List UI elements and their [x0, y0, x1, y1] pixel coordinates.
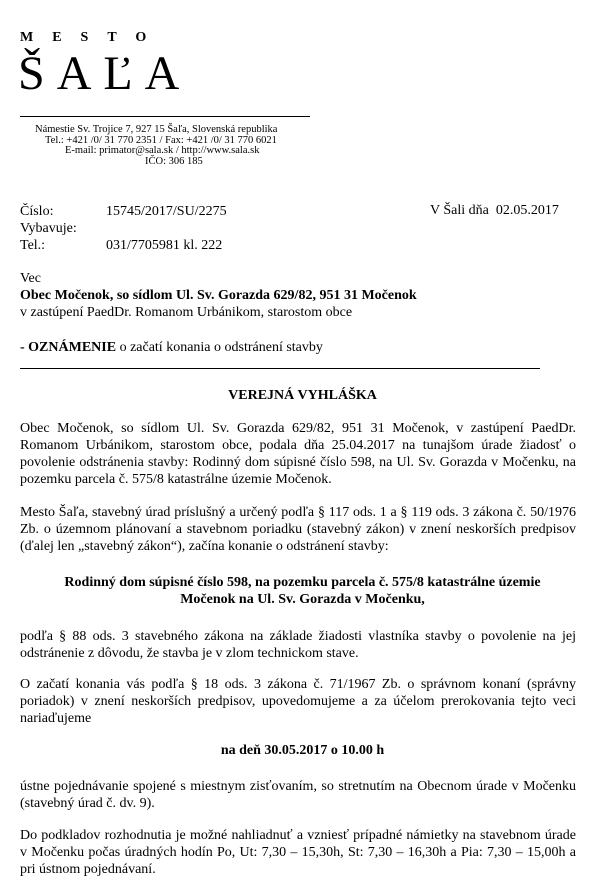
document-date: V Šali dňa 02.05.2017: [430, 203, 559, 218]
brand-small-text: MESTO: [20, 30, 166, 45]
highlight-line-2: Močenok na Ul. Sv. Gorazda v Močenku,: [180, 592, 425, 607]
reference-block: [20, 203, 227, 254]
notice-prefix: - OZNÁMENIE: [20, 340, 117, 355]
handler-label: Vybavuje:: [20, 221, 77, 236]
paragraph-notification: O začatí konania vás podľa § 18 ods. 3 zákona č. 71/1967 Zb. o správnom konaní (správny poriadok) v znení neskorších predpisov, upovedomujeme a za účelom prerokovania tejto veci nariaďujeme: [20, 677, 576, 726]
paragraph-inspection: Do podkladov rozhodnutia je možné nahliadnuť a vzniesť prípadné námietky na stavebnom úrade v Močenku počas úradných hodín Po, Ut: 7,30 – 15,30h, St: 7,30 – 16,30h a Pia: 7,30 – 15,00h a pri ústnom pojednávaní.: [20, 828, 576, 877]
phone-value: 031/7705981 kl. 222: [106, 238, 223, 253]
reference-number-row: [20, 203, 227, 220]
subject-line-2: v zastúpení PaedDr. Romanom Urbánikom, starostom obce: [20, 305, 353, 320]
hearing-date: na deň 30.05.2017 o 10.00 h: [220, 743, 385, 758]
address-line: Námestie Sv. Trojice 7, 927 15 Šaľa, Slovenská republika: [35, 124, 278, 135]
reference-number-label: Číslo:: [20, 204, 54, 219]
phone-label: Tel.:: [20, 238, 46, 253]
company-id: IČO: 306 185: [145, 155, 203, 167]
notice-rest: o začatí konania o odstránení stavby: [116, 340, 323, 355]
subject-line-1: Obec Močenok, so sídlom Ul. Sv. Gorazda 629/82, 951 31 Močenok: [20, 288, 417, 303]
brand-large-text: ŠAĽA: [18, 47, 192, 100]
notice-divider: [20, 368, 540, 369]
reference-number-value: 15745/2017/SU/2275: [106, 204, 227, 219]
contact-email-web: E-mail: primator@sala.sk / http://www.sala.sk: [65, 145, 260, 156]
letterhead-address: [35, 125, 335, 167]
subject-label: Vec: [20, 271, 41, 286]
document-title: VEREJNÁ VYHLÁŠKA: [228, 388, 377, 403]
letterhead-divider: [20, 116, 310, 117]
handler-row: [20, 220, 227, 237]
paragraph-hearing: ústne pojednávanie spojené s miestnym zisťovaním, so stretnutím na Obecnom úrade v Močenku (stavebný úrad č. dv. 9).: [20, 779, 576, 811]
highlight-line-1: Rodinný dom súpisné číslo 598, na pozemku parcela č. 575/8 katastrálne územie: [64, 575, 541, 590]
phone-row: [20, 237, 227, 254]
subject-block: [20, 270, 580, 321]
paragraph-authority: Mesto Šaľa, stavebný úrad príslušný a určený podľa § 117 ods. 1 a § 119 ods. 3 zákona č. 50/1976 Zb. o územnom plánovaní a stavebnom poriadku (stavebný zákon) v znení neskorších predpisov (ďalej len „stavebný zákon“), začína konanie o odstránení stavby:: [20, 505, 576, 554]
paragraph-request: Obec Močenok, so sídlom Ul. Sv. Gorazda 629/82, 951 31 Močenok, v zastúpení PaedDr. Romanom Urbánikom, starostom obce, podala dňa 25.04.2017 na tunajšom úrade žiadosť o povolenie odstránenia stavby: Rodinný dom súpisné číslo 598, na Ul. Sv. Gorazda v Močenku, na pozemku parcela č. 575/8 katastrálne územie Močenok.: [20, 421, 576, 487]
notice-heading: [20, 340, 323, 356]
paragraph-legal-basis: podľa § 88 ods. 3 stavebného zákona na základe žiadosti vlastníka stavby o povolenie na jej odstránenie z dôvodu, že stavba je v zlom technickom stave.: [20, 629, 576, 661]
contact-phone-fax: Tel.: +421 /0/ 31 770 2351 / Fax: +421 /0/ 31 770 6021: [45, 134, 277, 146]
